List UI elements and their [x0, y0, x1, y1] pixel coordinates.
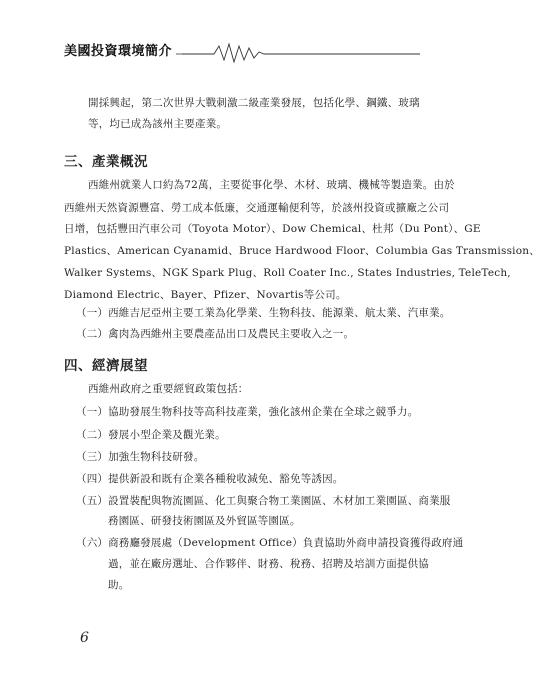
paragraph-line: Walker Systems、NGK Spark Plug、Roll Coater Inc., States Industries, TeleTech,: [64, 267, 511, 279]
header-title: 美國投資環境簡介: [64, 40, 176, 59]
paragraph-line: 西維州天然資源豐富、勞工成本低廉，交通運輸便利等，於該州投資或擴廠之公司: [64, 202, 450, 214]
list-item: （二）禽肉為西維州主要農產品出口及農民主要收入之一。: [76, 328, 355, 340]
intro-line: 開採興起，第二次世界大戰刺激二級產業發展，包括化學、鋼鐵、玻璃: [88, 97, 420, 109]
paragraph-line: 西維州就業人口約為72萬，主要從事化學、木材、玻璃、機械等製造業。由於: [88, 179, 455, 191]
paragraph-line: 日增，包括豐田汽車公司（Toyota Motor）、Dow Chemical、杜邦（Du Pont）、GE: [64, 223, 481, 235]
section-heading: 三、產業概況: [64, 154, 148, 170]
list-item: （六）商務廳發展處（Development Office）負責協助外商申請投資獲得政府通: [76, 537, 464, 549]
page-number: 6: [80, 630, 89, 646]
section-intro: 西維州政府之重要經貿政策包括：: [88, 383, 249, 395]
list-item-continuation: 過，並在廠房選址、合作夥伴、財務、稅務、招聘及培訓方面提供協: [108, 558, 429, 570]
list-item: （一）西維吉尼亞州主要工業為化學業、生物科技、能源業、航太業、汽車業。: [76, 307, 451, 319]
section-heading: 四、經濟展望: [64, 358, 148, 374]
running-header: [64, 40, 420, 66]
list-item: （一）協助發展生物科技等高科技產業，強化該州企業在全球之競爭力。: [76, 406, 419, 418]
paragraph-line: Diamond Electric、Bayer、Pfizer、Novartis等公司。: [64, 289, 347, 301]
list-item: （四）提供新設和既有企業各種稅收減免、豁免等誘因。: [76, 473, 344, 485]
list-item: （三）加強生物科技研發。: [76, 451, 205, 463]
intro-line: 等，均已成為該州主要產業。: [88, 118, 228, 130]
list-item: （五）設置裝配與物流園區、化工與聚合物工業園區、木材加工業園區、商業服: [76, 495, 451, 507]
list-item: （二）發展小型企業及觀光業。: [76, 429, 226, 441]
list-item-continuation: 務園區、研發技術園區及外貿區等園區。: [108, 515, 301, 527]
list-item-continuation: 助。: [108, 579, 130, 591]
paragraph-line: Plastics、American Cyanamid、Bruce Hardwood Floor、Columbia Gas Transmission、: [64, 245, 540, 257]
